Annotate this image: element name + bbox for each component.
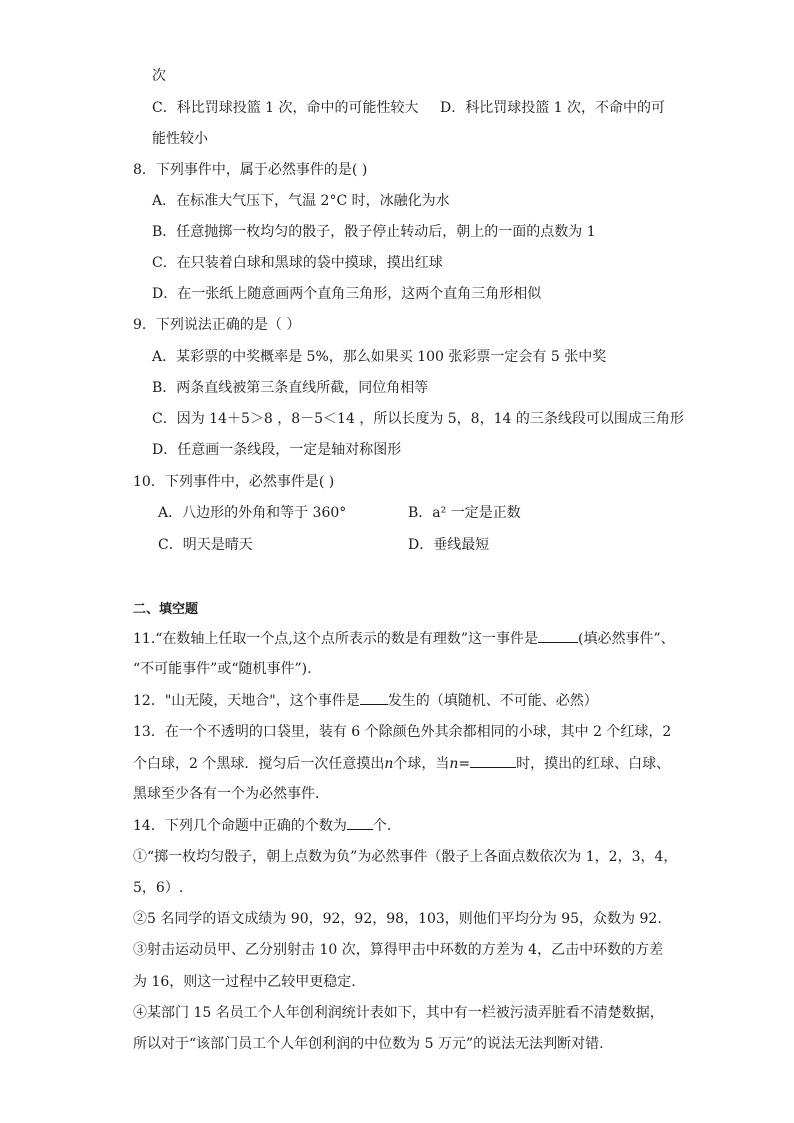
q7-option-c: C．科比罚球投篮 1 次，命中的可能性较大 bbox=[152, 100, 419, 116]
q10-option-c: C．明天是晴天 bbox=[158, 537, 253, 553]
q13-variable-n2: n bbox=[449, 756, 459, 772]
q13-answer-blank[interactable] bbox=[470, 753, 516, 768]
section-heading-fill-in: 二、填空题 bbox=[133, 602, 199, 617]
q11-answer-blank[interactable] bbox=[538, 628, 578, 643]
q7-option-d-continuation: 能性较小 bbox=[152, 131, 208, 147]
q13-line1: 13．在一个不透明的口袋里，装有 6 个除颜色外其余都相同的小球，其中 2 个红球，2 bbox=[133, 724, 672, 740]
q14-item1-line1: ①“掷一枚均匀骰子，朝上点数为负”为必然事件（骰子上各面点数依次为 1，2，3，4， bbox=[133, 849, 678, 865]
q8-option-a: A．在标准大气压下，气温 2°C 时，冰融化为水 bbox=[152, 193, 450, 209]
q10-option-d: D．垂线最短 bbox=[408, 537, 490, 553]
q9-option-d: D．任意画一条线段，一定是轴对称图形 bbox=[152, 442, 402, 458]
q14-item3-line2: 为 16，则这一过程中乙较甲更稳定. bbox=[133, 974, 356, 990]
q13-line2 bbox=[133, 753, 670, 774]
q13-text-post: 时，摸出的红球、白球、 bbox=[516, 756, 671, 772]
q13-equals: = bbox=[458, 756, 471, 772]
q9-option-b: B．两条直线被第三条直线所截，同位角相等 bbox=[152, 380, 429, 396]
q11-text-pre: 11.“在数轴上任取一个点,这个点所表示的数是有理数”这一事件是 bbox=[133, 631, 539, 647]
q7-continuation: 次 bbox=[152, 68, 166, 84]
q12-line bbox=[133, 690, 598, 711]
q11-line2: “不可能事件”或“随机事件”). bbox=[133, 661, 312, 677]
q14-stem bbox=[133, 815, 401, 836]
q11-line1 bbox=[133, 628, 675, 649]
q13-variable-n: n bbox=[384, 756, 394, 772]
q8-option-b: B．任意抛掷一枚均匀的骰子，骰子停止转动后，朝上的一面的点数为 1 bbox=[152, 224, 596, 240]
q13-text-mid: 个球，当 bbox=[393, 756, 450, 772]
q9-option-a: A．某彩票的中奖概率是 5%，那么如果买 100 张彩票一定会有 5 张中奖 bbox=[152, 349, 607, 365]
q14-item1-line2: 5，6）. bbox=[133, 880, 184, 896]
q14-item2: ②5 名同学的语文成绩为 90，92，92，98，103，则他们平均分为 95，众数为 92. bbox=[133, 911, 662, 927]
q14-item3-line1: ③射击运动员甲、乙分别射击 10 次，算得甲击中环数的方差为 4，乙击中环数的方差 bbox=[133, 942, 664, 958]
q14-text-post: 个． bbox=[372, 818, 401, 834]
q9-option-c: C．因为 14＋5＞8 ，8－5＜14 ，所以长度为 5，8，14 的三条线段可以围成三角形 bbox=[152, 411, 684, 427]
q14-text-pre: 14．下列几个命题中正确的个数为 bbox=[133, 818, 347, 834]
q10-option-a: A．八边形的外角和等于 360° bbox=[158, 505, 347, 521]
q13-text-pre: 个白球，2 个黑球．搅匀后一次任意摸出 bbox=[133, 756, 385, 772]
q10-stem: 10．下列事件中，必然事件是( ) bbox=[133, 474, 335, 490]
q8-stem: 8．下列事件中，属于必然事件的是( ) bbox=[133, 162, 368, 178]
q11-text-post: (填必然事件”、 bbox=[578, 631, 675, 647]
q7-option-d: D．科比罚球投篮 1 次，不命中的可 bbox=[440, 100, 666, 116]
q9-stem: 9．下列说法正确的是（ ） bbox=[133, 317, 301, 333]
q10-option-b: B．a² 一定是正数 bbox=[408, 505, 521, 521]
q12-text-post: 发生的（填随机、不可能、必然） bbox=[387, 693, 598, 709]
q14-answer-blank[interactable] bbox=[347, 815, 373, 830]
q12-text-pre: 12．"山无陵，天地合"，这个事件是 bbox=[133, 693, 360, 709]
q12-answer-blank[interactable] bbox=[360, 690, 388, 705]
q14-item4-line2: 所以对于“该部门员工个人年创利润的中位数为 5 万元”的说法无法判断对错. bbox=[133, 1036, 604, 1052]
q8-option-c: C．在只装着白球和黑球的袋中摸球，摸出红球 bbox=[152, 255, 443, 271]
q14-item4-line1: ④某部门 15 名员工个人年创利润统计表如下，其中有一栏被污渍弄脏看不清楚数据， bbox=[133, 1005, 664, 1021]
q13-line3: 黑球至少各有一个为必然事件． bbox=[133, 786, 329, 802]
q8-option-d: D．在一张纸上随意画两个直角三角形，这两个直角三角形相似 bbox=[152, 286, 542, 302]
